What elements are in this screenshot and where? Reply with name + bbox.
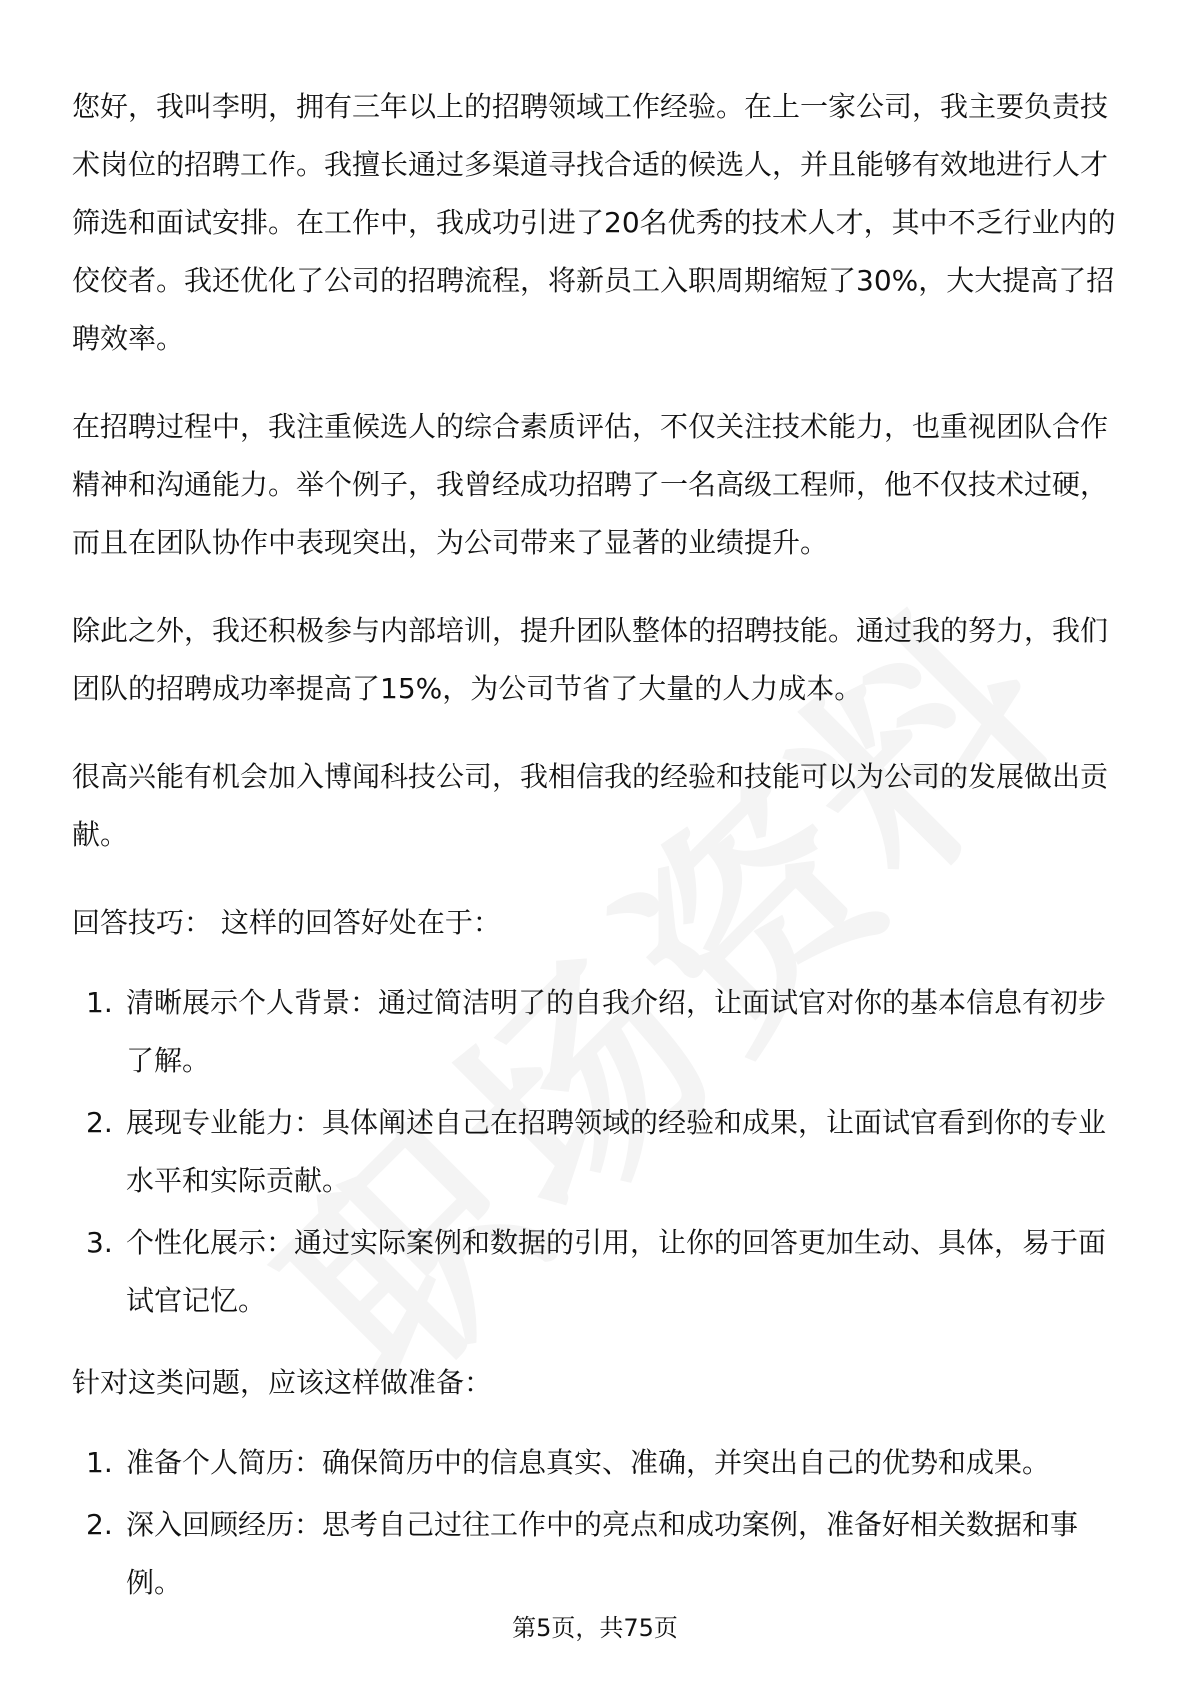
- list-item: [72, 974, 1120, 1090]
- list-item-text: 准备个人简历：确保简历中的信息真实、准确，并突出自己的优势和成果。: [126, 1446, 1051, 1479]
- list-item-text: 深入回顾经历：思考自己过往工作中的亮点和成功案例，准备好相关数据和事例。: [126, 1508, 1079, 1599]
- paragraph-closing: 很高兴能有机会加入博闻科技公司，我相信我的经验和技能可以为公司的发展做出贡献。: [72, 760, 1109, 851]
- list-number: 3.: [86, 1226, 113, 1259]
- list-item: [72, 1094, 1120, 1210]
- list-item: [72, 1214, 1120, 1330]
- tips-heading: 回答技巧： 这样的回答好处在于：: [72, 906, 501, 939]
- paragraph-intro: 您好，我叫李明，拥有三年以上的招聘领域工作经验。在上一家公司，我主要负责技术岗位的招聘工作。我擅长通过多渠道寻找合适的候选人，并且能够有效地进行人才筛选和面试安排。在工作中，我成功引进了20名优秀的技术人才，其中不乏行业内的佼佼者。我还优化了公司的招聘流程，将新员工入职周期缩短了30%，大大提高了招聘效率。: [72, 90, 1116, 355]
- list-item-text: 个性化展示：通过实际案例和数据的引用，让你的回答更加生动、具体，易于面试官记忆。: [126, 1226, 1107, 1317]
- list-item: [72, 1496, 1120, 1612]
- list-number: 1.: [86, 1446, 113, 1479]
- prep-list: [72, 1434, 1120, 1612]
- list-number: 1.: [86, 986, 113, 1019]
- list-item-text: 清晰展示个人背景：通过简洁明了的自我介绍，让面试官对你的基本信息有初步了解。: [126, 986, 1107, 1077]
- page-number: 第5页，共75页: [512, 1614, 678, 1642]
- list-item-text: 展现专业能力：具体阐述自己在招聘领域的经验和成果，让面试官看到你的专业水平和实际贡献。: [126, 1106, 1107, 1197]
- paragraph-training: 除此之外，我还积极参与内部培训，提升团队整体的招聘技能。通过我的努力，我们团队的招聘成功率提高了15%，为公司节省了大量的人力成本。: [72, 614, 1109, 705]
- paragraph-recruiting-process: 在招聘过程中，我注重候选人的综合素质评估，不仅关注技术能力，也重视团队合作精神和沟通能力。举个例子，我曾经成功招聘了一名高级工程师，他不仅技术过硬，而且在团队协作中表现突出，为公司带来了显著的业绩提升。: [72, 410, 1109, 559]
- list-number: 2.: [86, 1508, 113, 1541]
- tips-list: [72, 974, 1120, 1330]
- prep-heading: 针对这类问题，应该这样做准备：: [72, 1366, 493, 1399]
- list-number: 2.: [86, 1106, 113, 1139]
- list-item: [72, 1434, 1120, 1492]
- page-content: [72, 78, 1120, 1636]
